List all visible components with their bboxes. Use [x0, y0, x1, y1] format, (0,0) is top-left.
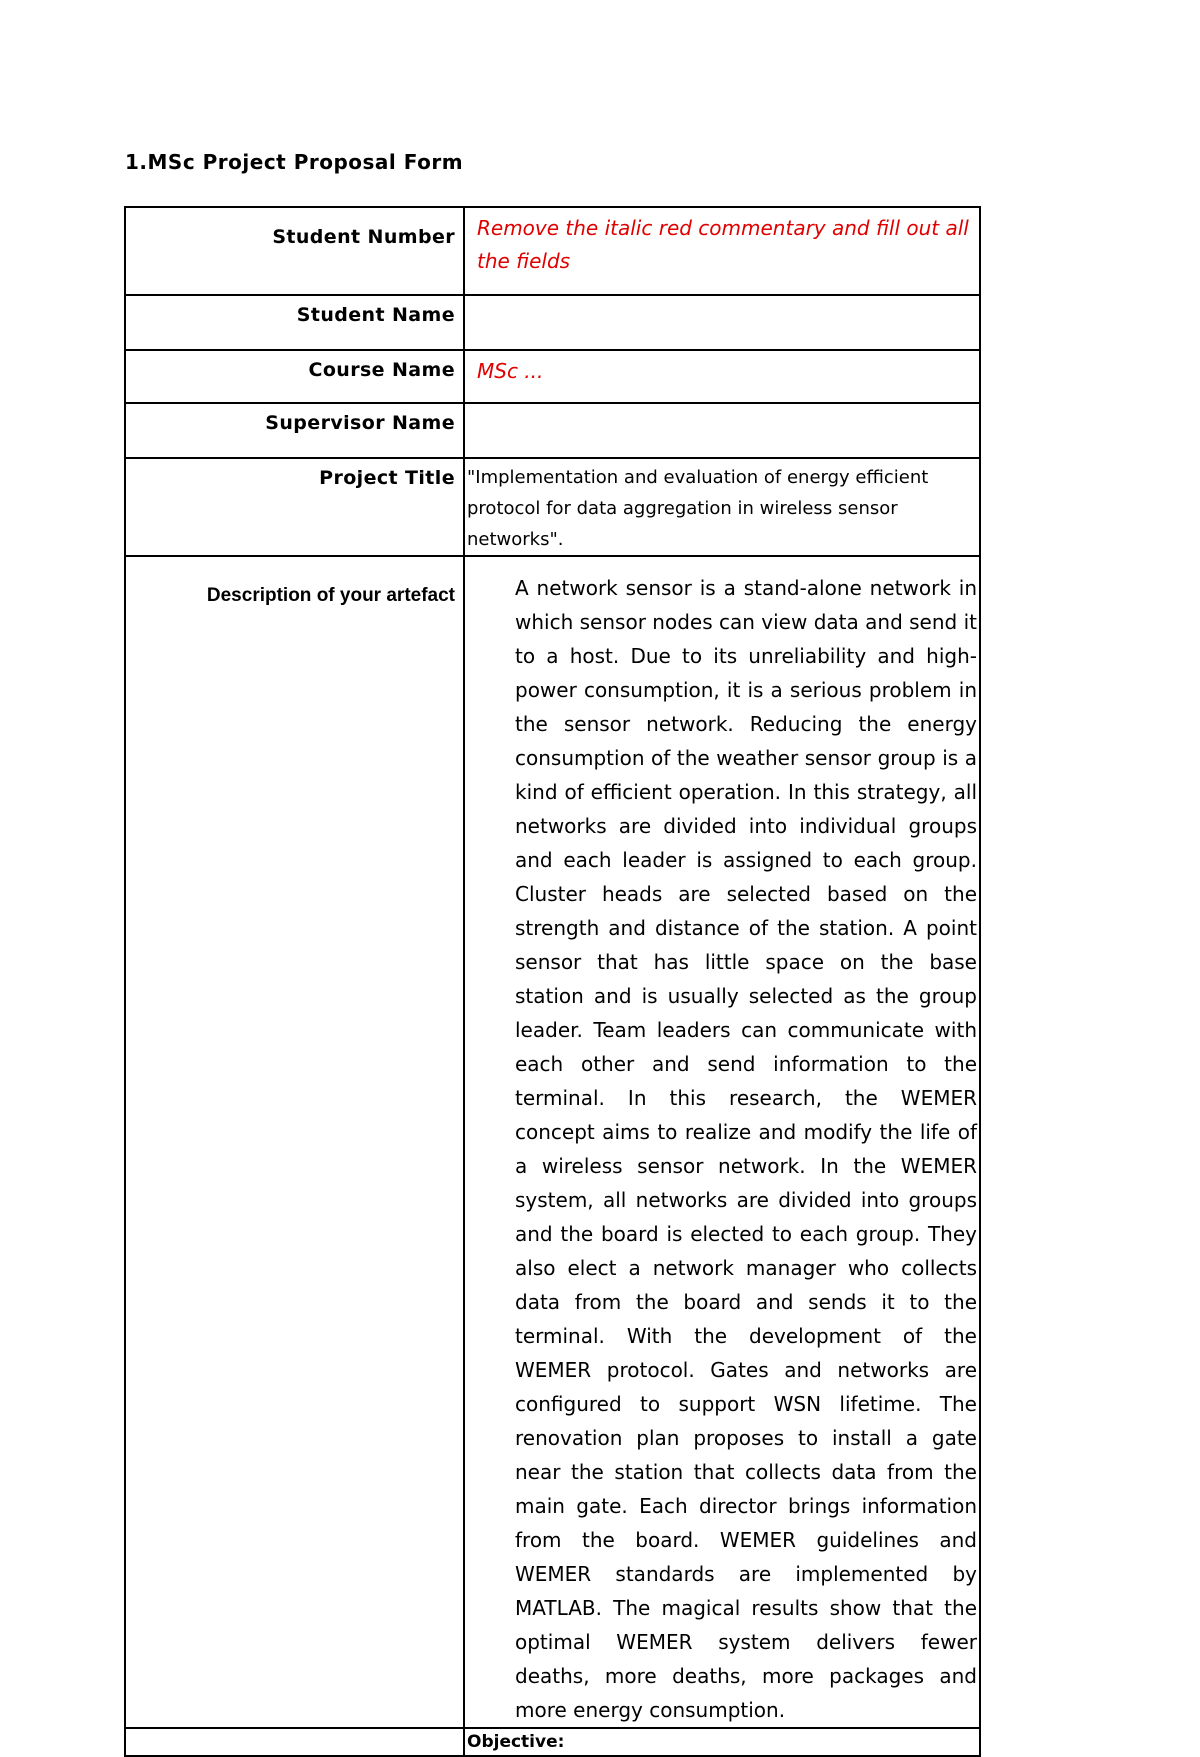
description-label: Description of your artefact — [125, 556, 464, 1728]
supervisor-name-label: Supervisor Name — [125, 403, 464, 458]
form-heading: 1.MSc Project Proposal Form — [125, 150, 464, 174]
objective-label-cell — [125, 1728, 464, 1756]
description-field[interactable] — [464, 556, 980, 1728]
supervisor-name-field[interactable] — [464, 403, 980, 458]
row-student-name — [125, 295, 980, 350]
row-project-title — [125, 458, 980, 556]
row-course-name — [125, 350, 980, 403]
course-name-field[interactable] — [464, 350, 980, 403]
course-name-value: MSc ... — [477, 359, 544, 383]
description-value: A network sensor is a stand-alone network in which sensor nodes can view data and send it to a host. Due to its unreliability and high-power consumption, it is a serious problem in the sensor network. Reducing the energy consumption of the weather sensor group is a kind of efficient operation. In this strategy, all networks are divided into individual groups and each leader is assigned to each group. Cluster heads are selected based on the strength and distance of the station. A point sensor that has little space on the base station and is usually selected as the group leader. Team leaders can communicate with each other and send information to the terminal. In this research, the WEMER concept aims to realize and modify the life of a wireless sensor network. In the WEMER system, all networks are divided into groups and the board is elected to each group. They also elect a network manager who collects data from the board and sends it to the terminal. With the development of the WEMER protocol. Gates and networks are configured to support WSN lifetime. The renovation plan proposes to install a gate near the station that collects data from the main gate. Each director brings information from the board. WEMER guidelines and WEMER standards are implemented by MATLAB. The magical results show that the optimal WEMER system delivers fewer deaths, more deaths, more packages and more energy consumption. — [515, 576, 977, 1722]
row-supervisor-name — [125, 403, 980, 458]
student-name-field[interactable] — [464, 295, 980, 350]
row-objective — [125, 1728, 980, 1756]
row-description — [125, 556, 980, 1728]
project-title-label: Project Title — [125, 458, 464, 556]
student-name-label: Student Name — [125, 295, 464, 350]
proposal-form-table — [124, 206, 981, 1757]
commentary-note: Remove the italic red commentary and fill out all the fields — [477, 216, 969, 273]
row-student-number — [125, 207, 980, 295]
objective-field[interactable] — [464, 1728, 980, 1756]
course-name-label: Course Name — [125, 350, 464, 403]
project-title-value: "Implementation and evaluation of energy efficient protocol for data aggregation in wireless sensor networks". — [467, 467, 929, 550]
objective-label: Objective: — [467, 1732, 565, 1752]
student-number-field[interactable] — [464, 207, 980, 295]
project-title-field[interactable] — [464, 458, 980, 556]
student-number-label: Student Number — [125, 207, 464, 295]
